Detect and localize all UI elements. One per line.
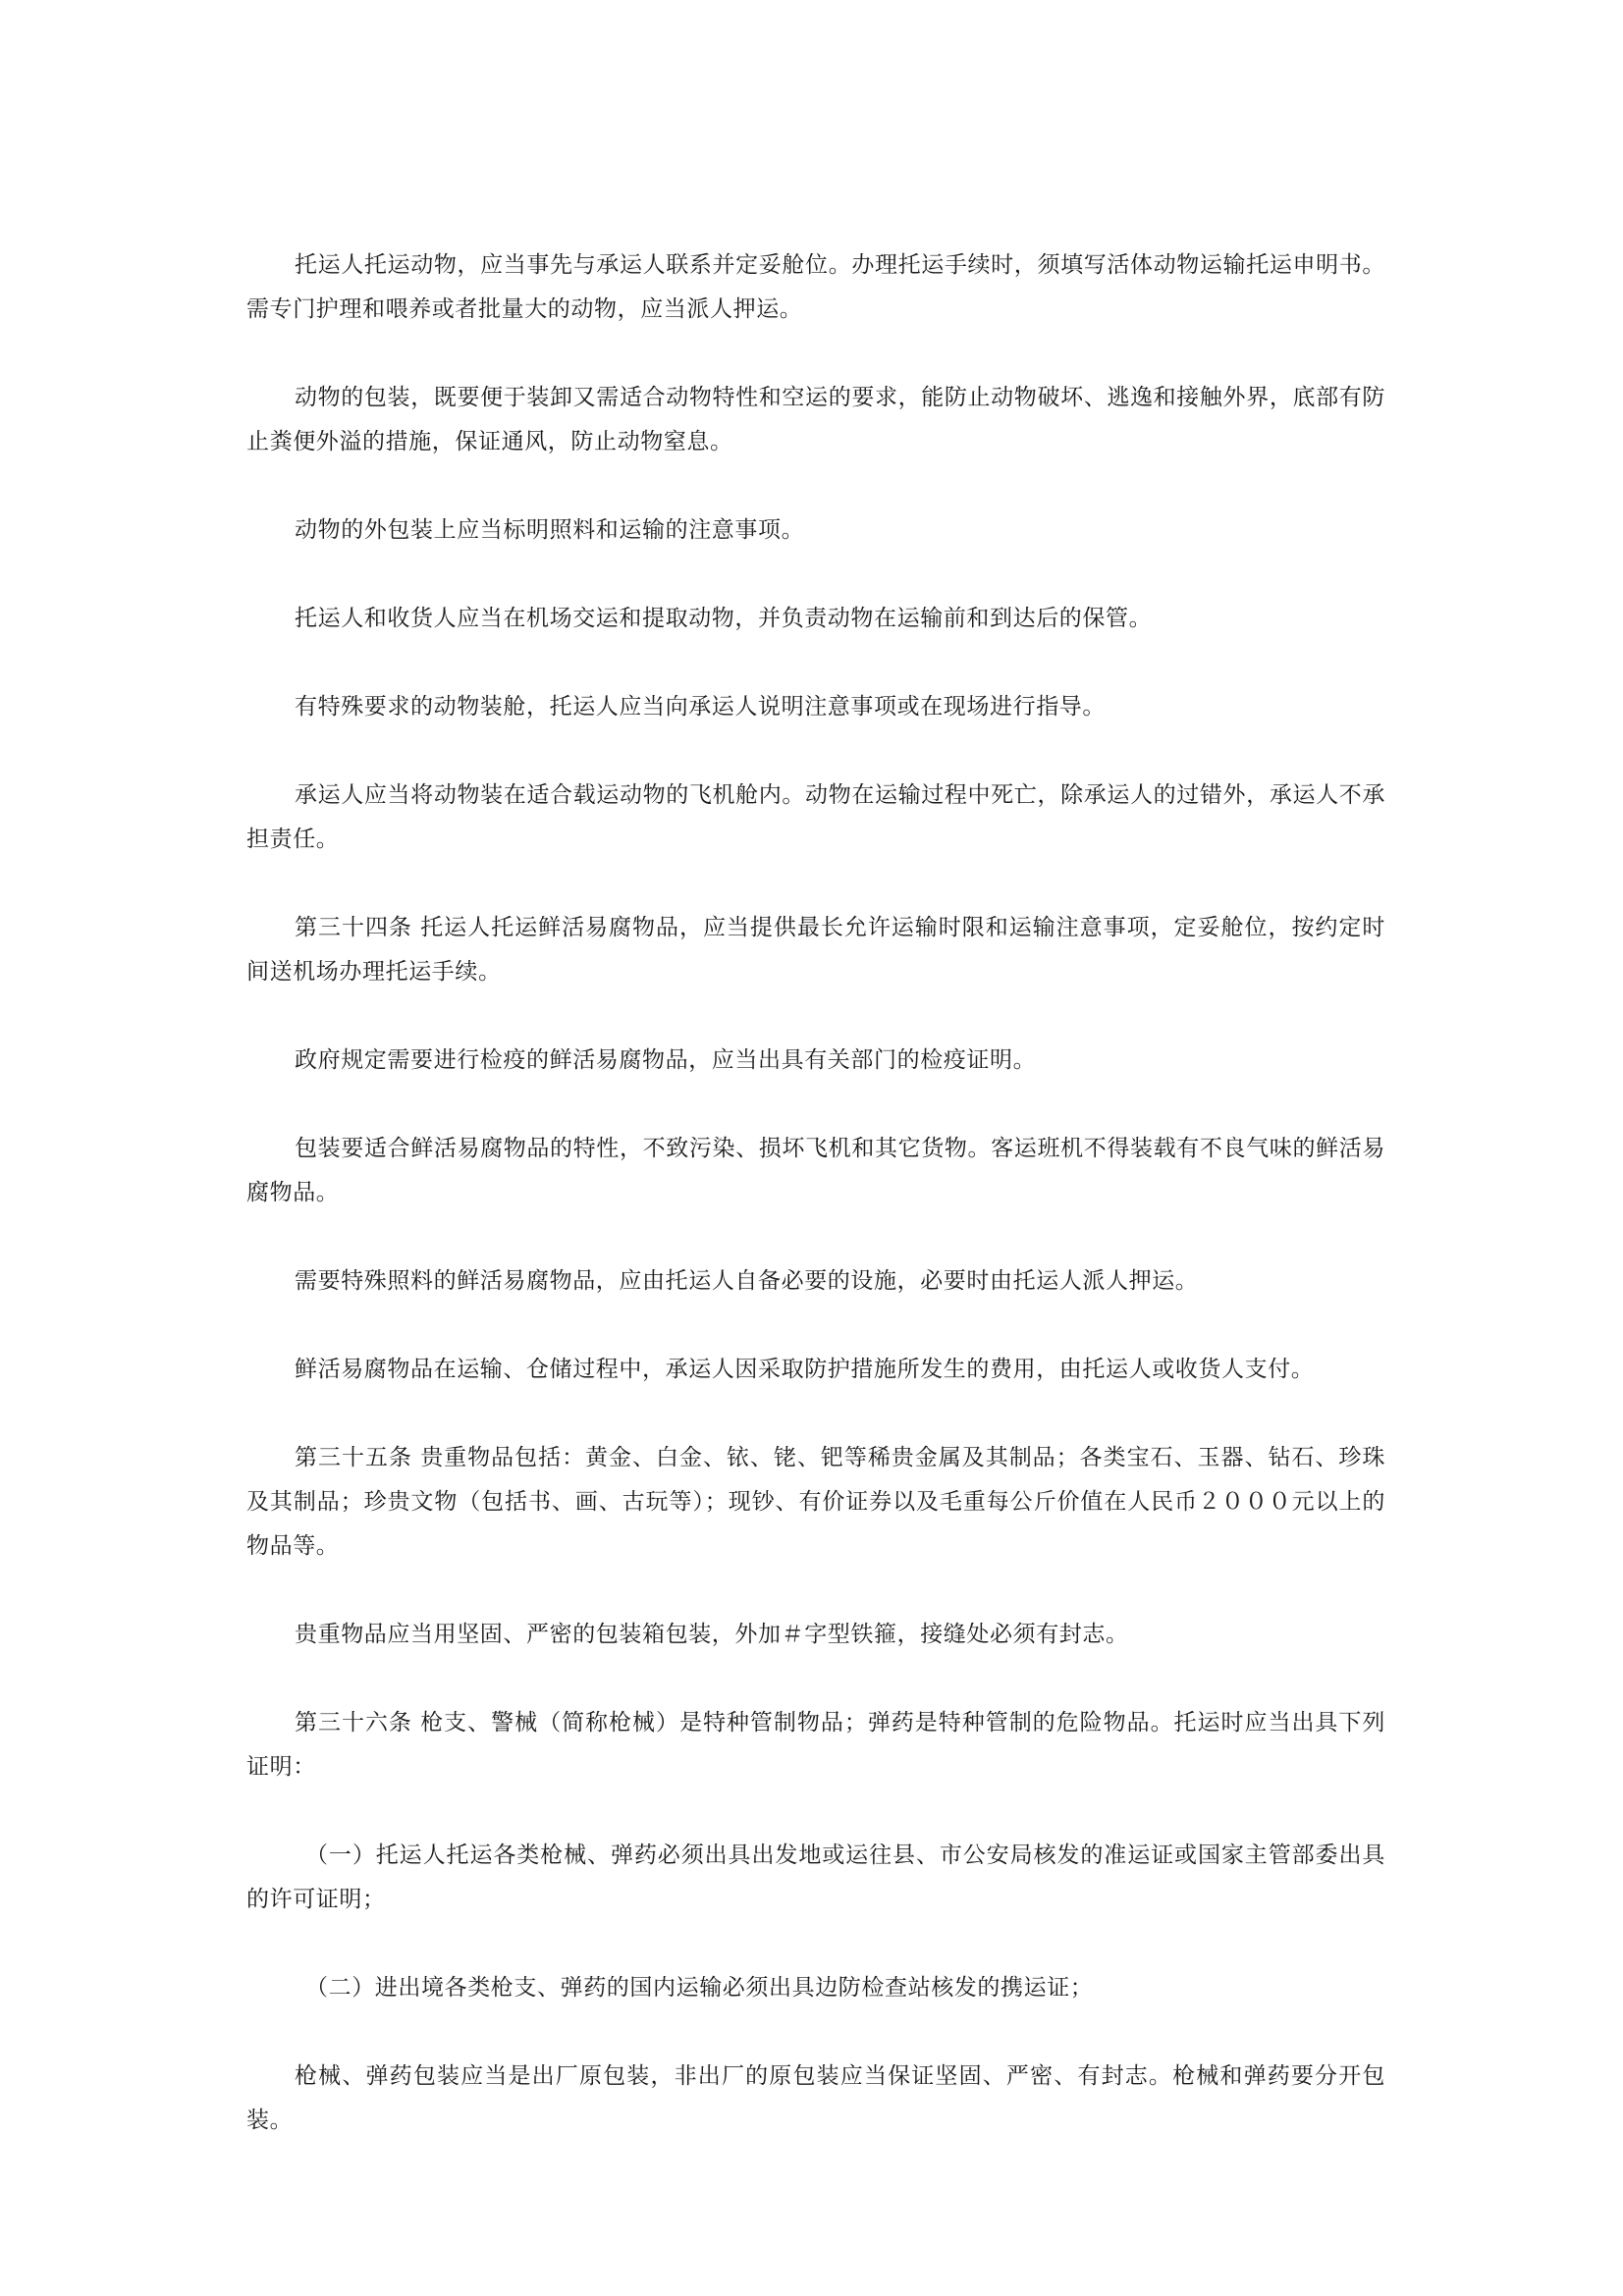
paragraph-perishable-packaging: 包装要适合鲜活易腐物品的特性，不致污染、损坏飞机和其它货物。客运班机不得装载有不良气味的鲜活易腐物品。 [246, 1136, 1385, 1205]
paragraph-article-35: 第三十五条 贵重物品包括：黄金、白金、铱、铑、钯等稀贵金属及其制品；各类宝石、玉器、钻石、珍珠及其制品；珍贵文物（包括书、画、古玩等）；现钞、有价证券以及毛重每公斤价值在人民币２０００元以上的物品等。 [246, 1445, 1385, 1559]
paragraph-animal-handover: 托运人和收货人应当在机场交运和提取动物，并负责动物在运输前和到达后的保管。 [295, 606, 1153, 631]
paragraph-item-2: （二）进出境各类枪支、弹药的国内运输必须出具边防检查站核发的携运证； [305, 1975, 1094, 2001]
paragraph-firearms-packaging: 枪械、弹药包装应当是出厂原包装，非出厂的原包装应当保证坚固、严密、有封志。枪械和弹药要分开包装。 [246, 2063, 1385, 2133]
paragraph-animal-liability: 承运人应当将动物装在适合载运动物的飞机舱内。动物在运输过程中死亡，除承运人的过错外，承运人不承担责任。 [246, 782, 1385, 852]
paragraph-perishable-costs: 鲜活易腐物品在运输、仓储过程中，承运人因采取防护措施所发生的费用，由托运人或收货人支付。 [295, 1357, 1315, 1382]
paragraph-animal-labeling: 动物的外包装上应当标明照料和运输的注意事项。 [295, 517, 805, 543]
paragraph-perishable-care: 需要特殊照料的鲜活易腐物品，应由托运人自备必要的设施，必要时由托运人派人押运。 [295, 1268, 1199, 1294]
paragraph-animal-packaging: 动物的包装，既要便于装卸又需适合动物特性和空运的要求，能防止动物破坏、逃逸和接触外界，底部有防止粪便外溢的措施，保证通风，防止动物窒息。 [246, 385, 1385, 454]
paragraph-animal-consignment: 托运人托运动物，应当事先与承运人联系并定妥舱位。办理托运手续时，须填写活体动物运输托运申明书。需专门护理和喂养或者批量大的动物，应当派人押运。 [246, 252, 1385, 322]
paragraph-animal-loading-guidance: 有特殊要求的动物装舱，托运人应当向承运人说明注意事项或在现场进行指导。 [295, 694, 1106, 720]
document-body [246, 243, 1385, 2187]
paragraph-valuables-packaging: 贵重物品应当用坚固、严密的包装箱包装，外加＃字型铁箍，接缝处必须有封志。 [295, 1622, 1129, 1647]
paragraph-article-36: 第三十六条 枪支、警械（简称枪械）是特种管制物品；弹药是特种管制的危险物品。托运时应当出具下列证明： [246, 1710, 1385, 1780]
paragraph-quarantine: 政府规定需要进行检疫的鲜活易腐物品，应当出具有关部门的检疫证明。 [295, 1047, 1037, 1073]
paragraph-article-34: 第三十四条 托运人托运鲜活易腐物品，应当提供最长允许运输时限和运输注意事项，定妥舱位，按约定时间送机场办理托运手续。 [246, 915, 1385, 985]
paragraph-item-1: （一）托运人托运各类枪械、弹药必须出具出发地或运往县、市公安局核发的准运证或国家主管部委出具的许可证明； [246, 1842, 1385, 1912]
